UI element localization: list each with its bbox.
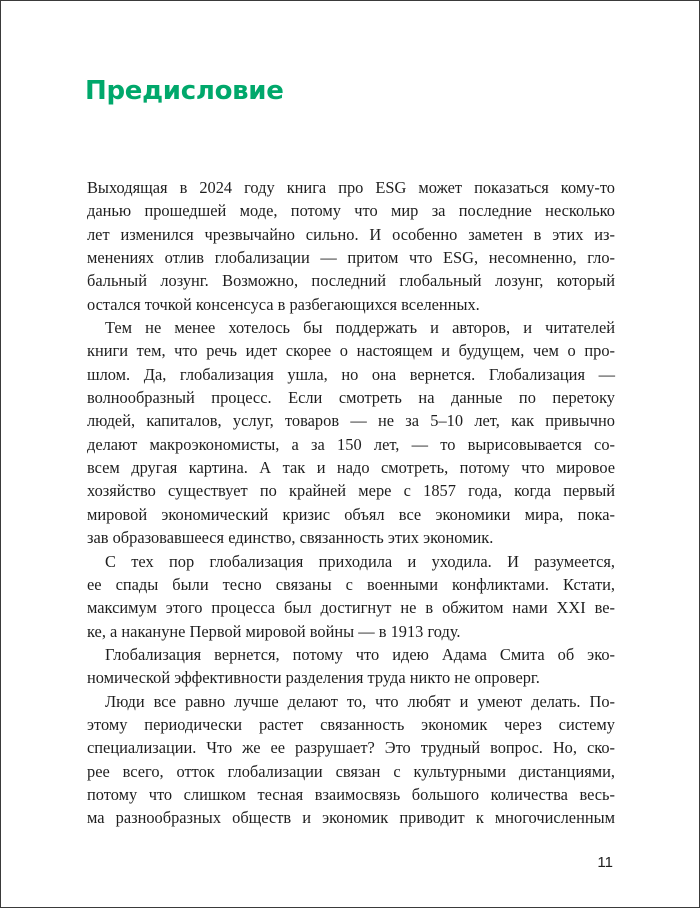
paragraph-line: мировой экономический кризис объял все экономики мира, пока- [87,504,615,524]
paragraph-line: максимум этого процесса был достигнут не в обжитом нами XXI ве- [87,598,615,618]
paragraph-line: всем другая картина. А так и надо смотреть, потому что мировое [87,458,615,478]
paragraph-line: волнообразный процесс. Если смотреть на данные по перетоку [87,388,615,408]
paragraph-line: Глобализация вернется, потому что идею Адама Смита об эко- [105,644,615,664]
paragraph-line: данью прошедшей моде, потому что мир за последние несколько [87,201,615,221]
paragraph-line: менениях отлив глобализации — притом что ESG, несомненно, гло- [87,248,615,268]
paragraph-line: потому что слишком тесная взаимосвязь большого количества весь- [87,784,615,804]
paragraph-line: Люди все равно лучше делают то, что любят и умеют делать. По- [105,691,615,711]
paragraph-line: людей, капиталов, услуг, товаров — не за 5–10 лет, как привычно [87,411,615,431]
paragraph-line: специализации. Что же ее разрушает? Это трудный вопрос. Но, ско- [87,738,615,758]
paragraph [87,643,615,690]
chapter-title: Предисловие [85,76,284,106]
paragraph [87,316,615,549]
paragraph-line: С тех пор глобализация приходила и уходила. И разумеется, [105,551,615,571]
paragraph-line: остался точкой консенсуса в разбегающихся вселенных. [87,294,480,314]
paragraph-line: хозяйство существует по крайней мере с 1857 года, когда первый [87,481,615,501]
paragraph-line: шлом. Да, глобализация ушла, но она вернется. Глобализация — [87,364,615,384]
paragraph [87,550,615,643]
paragraph [87,176,615,316]
paragraph-line: ма разнообразных обществ и экономик приводит к многочисленным [87,808,615,828]
paragraph-line: номической эффективности разделения труда никто не опроверг. [87,668,540,688]
paragraph-line: Выходящая в 2024 году книга про ESG может показаться кому-то [87,178,615,197]
page-number: 11 [597,854,613,871]
paragraph-line: этому периодически растет связанность экономик через систему [87,714,615,734]
paragraph-line: зав образовавшееся единство, связанность этих экономик. [87,528,494,548]
paragraph-line: ее спады были тесно связаны с военными конфликтами. Кстати, [87,574,615,594]
paragraph-line: лет изменился чрезвычайно сильно. И особенно заметен в этих из- [87,224,615,244]
paragraph-line: бальный лозунг. Возможно, последний глобальный лозунг, который [87,271,615,291]
paragraph [87,690,615,830]
body-text [87,176,615,830]
paragraph-line: книги тем, что речь идет скорее о настоящем и будущем, чем о про- [87,341,615,361]
paragraph-line: рее всего, отток глобализации связан с культурными дистанциями, [87,761,615,781]
paragraph-line: Тем не менее хотелось бы поддержать и авторов, и читателей [105,318,615,338]
paragraph-line: делают макроэкономисты, а за 150 лет, — то вырисовывается со- [87,434,615,454]
paragraph-line: ке, а накануне Первой мировой войны — в 1913 году. [87,621,461,641]
